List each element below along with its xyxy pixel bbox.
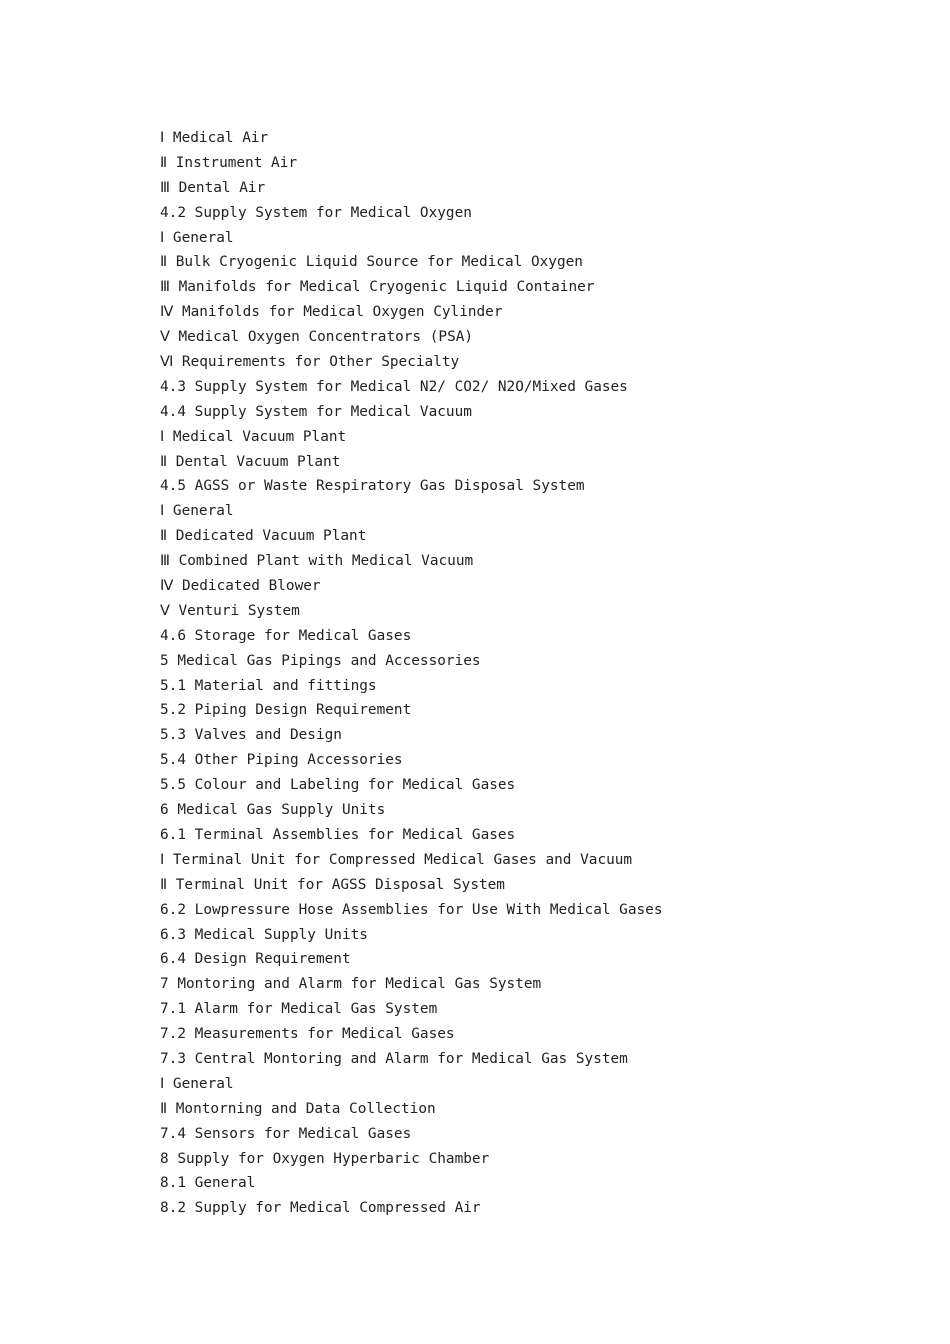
toc-entry: 4.6 Storage for Medical Gases bbox=[160, 627, 412, 644]
toc-entry: 4.3 Supply System for Medical N2/ CO2/ N2O/Mixed Gases bbox=[160, 378, 628, 395]
toc-entry: 7.2 Measurements for Medical Gases bbox=[160, 1026, 455, 1043]
toc-entry: Ⅴ Medical Oxygen Concentrators (PSA) bbox=[160, 329, 474, 346]
toc-entry: 6.3 Medical Supply Units bbox=[160, 926, 368, 943]
toc-entry: Ⅱ Dedicated Vacuum Plant bbox=[160, 528, 367, 545]
toc-entry: Ⅴ Venturi System bbox=[160, 602, 300, 619]
toc-entry: Ⅰ Medical Air bbox=[160, 130, 269, 146]
toc-entry: Ⅰ Medical Vacuum Plant bbox=[160, 428, 347, 445]
toc-entry: Ⅰ General bbox=[160, 229, 234, 246]
toc-entry: 5.3 Valves and Design bbox=[160, 727, 342, 744]
toc-entry: Ⅰ General bbox=[160, 503, 234, 520]
toc-entry: 5 Medical Gas Pipings and Accessories bbox=[160, 652, 481, 669]
toc-entry: 7 Montoring and Alarm for Medical Gas System bbox=[160, 976, 542, 993]
toc-entry: 5.5 Colour and Labeling for Medical Gases bbox=[160, 777, 516, 794]
toc-entry: 8 Supply for Oxygen Hyperbaric Chamber bbox=[160, 1150, 490, 1167]
toc-entry: Ⅲ Combined Plant with Medical Vacuum bbox=[160, 553, 474, 570]
toc-entry: Ⅱ Instrument Air bbox=[160, 154, 298, 171]
toc-entry: Ⅱ Bulk Cryogenic Liquid Source for Medical Oxygen bbox=[160, 254, 583, 271]
toc-entry: 4.5 AGSS or Waste Respiratory Gas Disposal System bbox=[160, 478, 585, 495]
toc-entry: 6 Medical Gas Supply Units bbox=[160, 802, 386, 819]
toc-entry: Ⅵ Requirements for Other Specialty bbox=[160, 354, 460, 371]
toc-entry: 8.2 Supply for Medical Compressed Air bbox=[160, 1200, 481, 1217]
toc-entry: 7.3 Central Montoring and Alarm for Medical Gas System bbox=[160, 1050, 628, 1067]
table-of-contents bbox=[160, 126, 663, 1221]
toc-entry: 5.1 Material and fittings bbox=[160, 677, 377, 694]
toc-entry: 7.1 Alarm for Medical Gas System bbox=[160, 1001, 438, 1018]
toc-entry: 4.2 Supply System for Medical Oxygen bbox=[160, 204, 472, 221]
toc-entry: 4.4 Supply System for Medical Vacuum bbox=[160, 403, 472, 420]
toc-entry: Ⅱ Montorning and Data Collection bbox=[160, 1100, 436, 1117]
toc-entry: Ⅱ Dental Vacuum Plant bbox=[160, 453, 341, 470]
toc-entry: Ⅲ Dental Air bbox=[160, 179, 266, 196]
toc-entry: 7.4 Sensors for Medical Gases bbox=[160, 1125, 412, 1142]
toc-entry: Ⅳ Manifolds for Medical Oxygen Cylinder bbox=[160, 304, 503, 321]
toc-entry: 6.1 Terminal Assemblies for Medical Gases bbox=[160, 826, 516, 843]
toc-entry: 5.4 Other Piping Accessories bbox=[160, 752, 403, 769]
toc-entry: Ⅰ Terminal Unit for Compressed Medical Gases and Vacuum bbox=[160, 851, 633, 868]
toc-entry: 6.2 Lowpressure Hose Assemblies for Use With Medical Gases bbox=[160, 901, 663, 918]
toc-entry: Ⅰ General bbox=[160, 1075, 234, 1092]
toc-entry: Ⅳ Dedicated Blower bbox=[160, 578, 321, 595]
toc-entry: Ⅱ Terminal Unit for AGSS Disposal System bbox=[160, 876, 505, 893]
toc-entry: 5.2 Piping Design Requirement bbox=[160, 702, 412, 719]
toc-entry: Ⅲ Manifolds for Medical Cryogenic Liquid Container bbox=[160, 279, 595, 296]
toc-entry: 8.1 General bbox=[160, 1175, 256, 1192]
toc-entry: 6.4 Design Requirement bbox=[160, 951, 351, 968]
